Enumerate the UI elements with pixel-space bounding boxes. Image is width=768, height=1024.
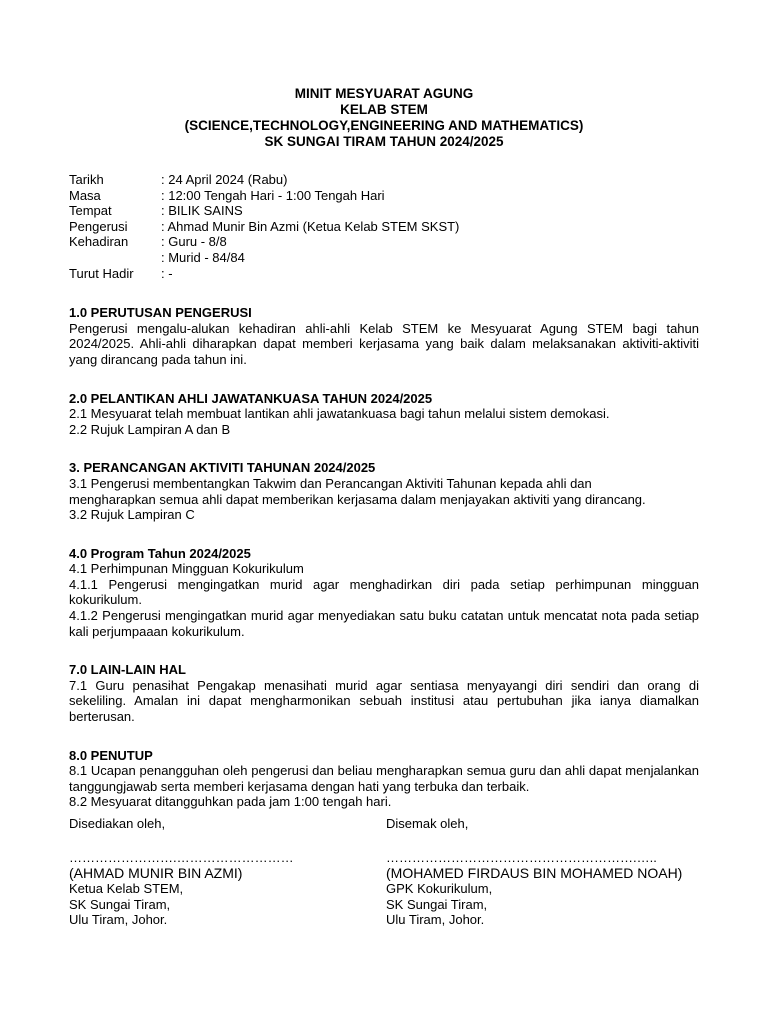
info-row-pengerusi [69,219,699,235]
info-value: : Ahmad Munir Bin Azmi (Ketua Kelab STEM SKST) [161,218,460,234]
section-paragraph: 3.2 Rujuk Lampiran C [69,507,195,523]
info-label: Tarikh [69,172,104,187]
info-row-masa [69,188,699,204]
section-paragraph: Pengerusi mengalu-alukan kehadiran ahli-ahli Kelab STEM ke Mesyuarat Agung STEM bagi tahun 2024/2025. Ahli-ahli diharapkan dapat memberi kerjasama yang baik dalam melaksanakan aktiviti-aktiviti yang dirancang pada tahun ini. [69,320,699,367]
info-value: : Murid - 84/84 [161,249,245,265]
signatory-title: Ketua Kelab STEM, [69,881,184,897]
section-heading: 2.0 PELANTIKAN AHLI JAWATANKUASA TAHUN 2024/2025 [69,390,433,406]
section-heading: 8.0 PENUTUP [69,747,153,763]
minutes-document [69,86,699,810]
info-label: Kehadiran [69,234,129,250]
meeting-info [69,172,699,281]
info-label: Turut Hadir [69,265,134,281]
section-perutusan [69,305,699,367]
section-pelantikan [69,391,699,438]
info-value: : - [161,265,173,281]
info-value: : BILIK SAINS [161,203,243,219]
signatory-name: (MOHAMED FIRDAUS BIN MOHAMED NOAH) [386,865,683,882]
info-label: Pengerusi [69,218,128,234]
section-heading: 3. PERANCANGAN AKTIVITI TAHUNAN 2024/2025 [69,460,376,476]
info-row-murid [69,250,699,266]
title-line-2: KELAB STEM [340,102,428,117]
section-paragraph: 8.1 Ucapan penangguhan oleh pengerusi dan beliau mengharapkan semua guru dan ahli dapat menjalankan tanggungjawab serta memberi kerjasama dengan hati yang terbuka dan terbaik. [69,763,699,794]
title-line-1: MINIT MESYUARAT AGUNG [294,86,474,101]
info-label: Masa [69,187,101,203]
info-label [69,250,161,266]
info-value: : 12:00 Tengah Hari - 1:00 Tengah Hari [161,187,385,203]
section-program [69,546,699,640]
info-label: Tempat [69,203,112,219]
signature-line: …………………….……………………… [69,849,294,865]
document-title [69,86,699,150]
section-paragraph: 8.2 Mesyuarat ditangguhkan pada jam 1:00 tengah hari. [69,794,392,810]
section-paragraph: 4.1.2 Pengerusi mengingatkan murid agar menyediakan satu buku catatan untuk mencatat nota pada setiap kali perjumpaaan kokurikulum. [69,608,699,639]
signatory-school: SK Sungai Tiram, [386,896,488,912]
signature-label: Disemak oleh, [386,816,469,831]
section-heading: 1.0 PERUTUSAN PENGERUSI [69,305,252,321]
section-paragraph: 4.1 Perhimpunan Mingguan Kokurikulum [69,561,304,577]
signature-label: Disediakan oleh, [69,816,166,831]
info-row-turut-hadir [69,266,699,282]
title-line-3: (SCIENCE,TECHNOLOGY,ENGINEERING AND MATHEMATICS) [184,118,584,133]
signature-prepared-by [69,816,369,928]
section-paragraph: 2.1 Mesyuarat telah membuat lantikan ahli jawatankuasa bagi tahun melalui sistem demokasi. [69,406,610,422]
info-row-kehadiran [69,234,699,250]
info-value: : 24 April 2024 (Rabu) [161,172,288,187]
signature-line: ………………………………………………….….. [386,849,657,865]
signatory-location: Ulu Tiram, Johor. [386,912,485,928]
info-row-tempat [69,203,699,219]
section-paragraph: 7.1 Guru penasihat Pengakap menasihati murid agar sentiasa menyayangi diri sendiri dan orang di sekeliling. Amalan ini dapat mengharmonikan sebuah institusi atau pertubuhan jika ianya diamalkan berterusan. [69,677,699,725]
signatory-title: GPK Kokurikulum, [386,881,493,897]
section-paragraph: 4.1.1 Pengerusi mengingatkan murid agar menghadirkan diri pada setiap perhimpunan mingguan kokurikulum. [69,576,699,608]
signatory-name: (AHMAD MUNIR BIN AZMI) [69,865,243,882]
title-line-4: SK SUNGAI TIRAM TAHUN 2024/2025 [264,134,504,149]
section-penutup [69,748,699,810]
section-lain-lain [69,662,699,724]
info-value: : Guru - 8/8 [161,234,227,250]
section-paragraph: 3.1 Pengerusi membentangkan Takwim dan Perancangan Aktiviti Tahunan kepada ahli dan mengharapkan semua ahli dapat memberikan kerjasama dalam menjayakan aktiviti yang dirancang. [69,475,646,507]
signature-checked-by [386,816,706,928]
section-heading: 4.0 Program Tahun 2024/2025 [69,545,251,561]
section-heading: 7.0 LAIN-LAIN HAL [69,662,186,678]
signatory-location: Ulu Tiram, Johor. [69,912,168,928]
section-perancangan [69,460,699,522]
section-paragraph: 2.2 Rujuk Lampiran A dan B [69,421,231,437]
info-row-tarikh [69,172,699,188]
signatory-school: SK Sungai Tiram, [69,896,171,912]
